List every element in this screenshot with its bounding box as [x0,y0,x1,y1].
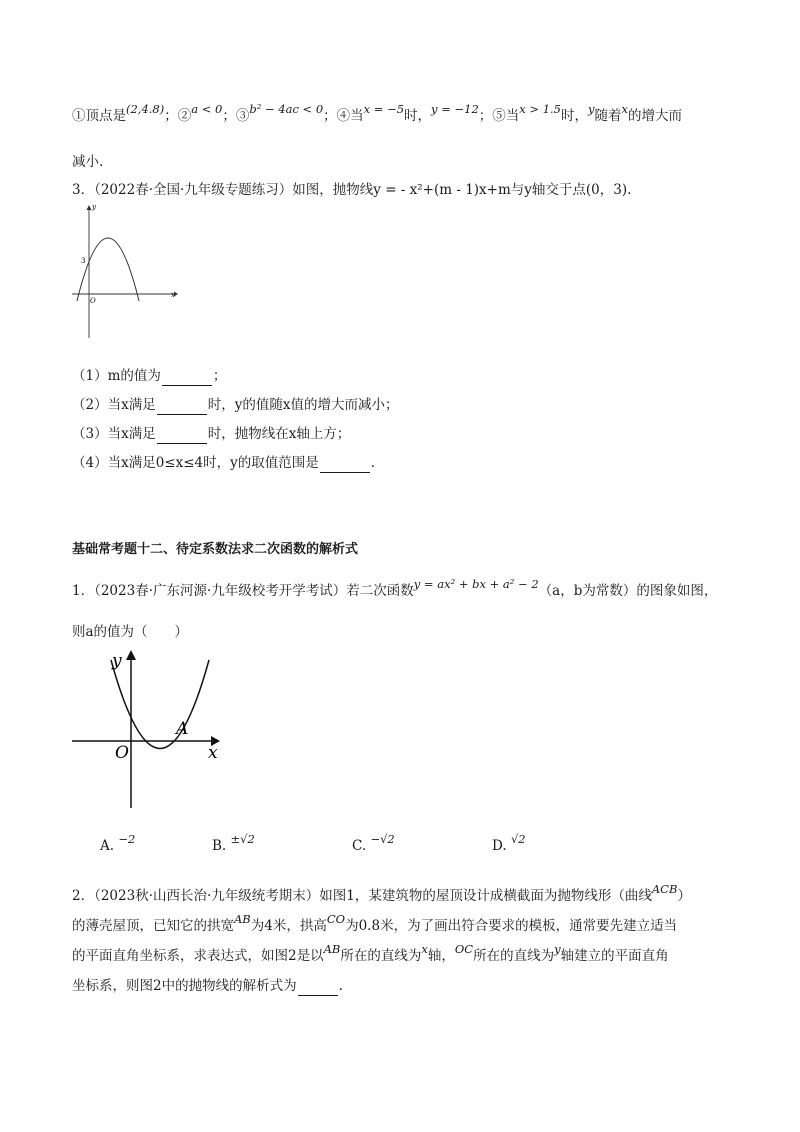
text: 的平面直角坐标系，求表达式，如图2是以 [72,948,324,964]
text: 所在的直线为 [340,948,422,964]
text: 随着 [594,108,622,124]
text: ；③ [222,108,250,124]
q3-three-label: 3 [81,257,86,265]
q1-x-label: x [208,743,218,763]
text: . [338,978,343,994]
section-heading: 基础常考题十二、待定系数法求二次函数的解析式 [72,542,359,557]
q3-part-3 [72,424,350,444]
text: . [370,455,376,471]
text: （3）当x满足 [72,426,156,442]
answer-blank[interactable] [157,429,207,444]
q1-option-b[interactable] [212,832,255,854]
q1-parabola-figure [68,646,228,816]
q3-part-4 [72,453,375,473]
q3-x-label: x [171,291,175,299]
q2-line1 [72,882,691,906]
text: 时， [561,108,588,124]
q3-part-1 [72,366,226,386]
text: ） [677,888,691,904]
text: （2）当x满足 [72,397,156,413]
q3-part-2 [72,395,398,415]
text: 时，抛物线在x轴上方； [207,426,351,442]
q3-parabola-figure [70,200,185,340]
q1-option-a[interactable] [100,832,136,854]
answer-blank[interactable] [162,371,212,386]
var-x: x [421,942,428,956]
option-letter: A. [100,838,115,854]
text: 时， [404,108,432,124]
prev-question-line1 [72,102,682,126]
text: 的增大而 [628,108,682,124]
cond-x-expr: x = −5 [363,102,405,116]
q2-line3 [72,942,669,966]
text: 为0.8米，为了画出符合要求的模板，通常要先建立适当 [345,918,678,934]
segment-oc: OC [454,942,474,956]
vertex-expr: (2,4.8) [126,102,165,116]
option-value: −2 [118,832,136,846]
discriminant-expr: b² − 4ac < 0 [249,102,324,116]
q1-option-d[interactable] [492,832,526,854]
q1-option-c[interactable] [352,832,395,854]
text: 轴， [427,948,455,964]
q3-stem: 3．（2022春·全国·九年级专题练习）如图，抛物线y = - x²+(m - 1)x+m与y轴交于点(0，3). [72,182,632,198]
text: ；④当 [323,108,364,124]
quadratic-formula: y = ax² + bx + a² − 2 [413,577,539,591]
answer-blank[interactable] [320,458,370,473]
text: ；② [164,108,192,124]
q1-parabola-curve [111,660,209,749]
var-y: y [554,942,561,956]
text: ①顶点是 [72,108,126,124]
q1-y-label: y [112,651,122,671]
text: （a，b为常数）的图象如图， [538,583,718,599]
q1-origin-label: O [115,743,129,763]
text: 所在的直线为 [473,948,555,964]
q3-y-label: y [92,203,96,211]
segment-co: CO [326,912,346,926]
cond-y-expr: y = −12 [431,102,479,116]
q3-origin-label: O [90,297,96,305]
q1-line2: 则a的值为（ ） [72,624,189,640]
q3-y-arrow [87,205,92,210]
q3-parabola-curve [77,238,139,301]
text: （1）m的值为 [72,368,161,384]
cond-x15-expr: x > 1.5 [519,102,561,116]
text: 1．（2023春·广东河源·九年级校考开学考试）若二次函数 [72,583,414,599]
option-letter: D. [492,838,507,854]
q1-point-a-label: A [176,719,189,739]
text: 时，y的值随x值的增大而减小； [207,397,399,413]
text: 坐标系，则图2中的抛物线的解析式为 [72,978,297,994]
segment-ab: AB [234,912,251,926]
text: ；⑤当 [478,108,520,124]
var-x: x [621,102,628,116]
text: 轴建立的平面直角 [560,948,669,964]
prev-question-line2: 减小. [72,154,104,170]
option-value: −√2 [370,832,395,846]
text: （4）当x满足0≤x≤4时，y的取值范围是 [72,455,319,471]
cond-a-expr: a < 0 [191,102,223,116]
q1-stem [72,577,718,601]
curve-acb: ACB [651,882,678,896]
option-letter: C. [352,838,367,854]
var-y: y [588,102,595,116]
q2-line2 [72,912,678,936]
text: 为4米，拱高 [250,918,327,934]
option-letter: B. [212,838,227,854]
answer-blank[interactable] [298,981,338,996]
q1-y-arrow [126,650,136,660]
option-value: ±√2 [230,832,255,846]
segment-ab: AB [323,942,341,956]
answer-blank[interactable] [157,400,207,415]
text: 的薄壳屋顶，已知它的拱宽 [72,918,234,934]
option-value: √2 [510,832,526,846]
text: 2．（2023秋·山西长治·九年级统考期末）如图1，某建筑物的屋顶设计成横截面为抛物线形（曲线 [72,888,652,904]
q2-line4 [72,976,343,996]
text: ； [212,368,227,384]
